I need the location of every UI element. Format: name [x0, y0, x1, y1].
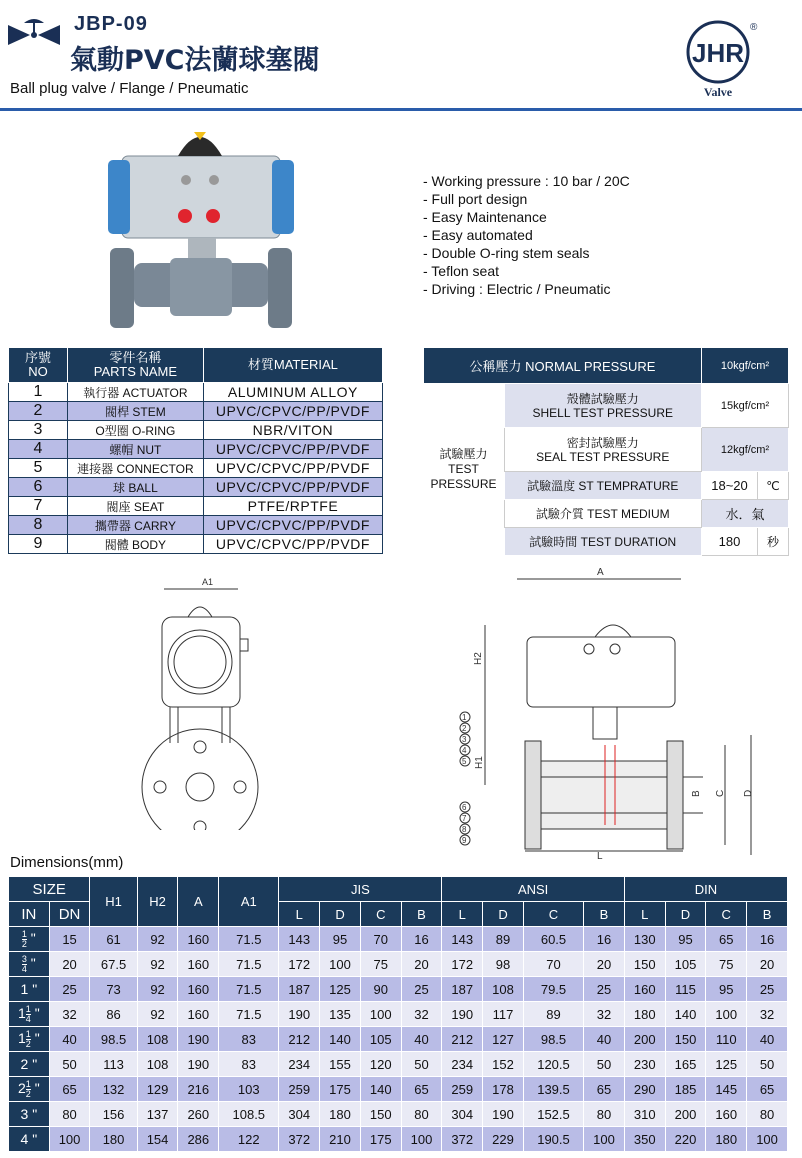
- table-row: 7 閥座 SEAT PTFE/RPTFE: [9, 497, 383, 516]
- dim-cell: 65: [706, 927, 747, 952]
- dim-cell: 259: [279, 1077, 320, 1102]
- dim-a1-label: A1: [202, 577, 214, 587]
- dim-cell: 129: [137, 1077, 178, 1102]
- dim-cell: 110: [706, 1027, 747, 1052]
- sub-b: B: [401, 902, 442, 927]
- dim-cell: 75: [360, 952, 401, 977]
- dim-cell: 16: [747, 927, 788, 952]
- test-temp-label: 試驗溫度 ST TEMPRATURE: [504, 472, 702, 500]
- dim-cell: 98.5: [90, 1027, 137, 1052]
- dim-cell: 127: [483, 1027, 524, 1052]
- size-inch: 4 ": [9, 1127, 50, 1152]
- shell-test-value: 15kgf/cm²: [702, 384, 789, 428]
- dim-cell: 16: [401, 927, 442, 952]
- logo-mark: ®: [750, 22, 758, 33]
- seal-test-label: 密封試驗壓力 SEAL TEST PRESSURE: [504, 428, 702, 472]
- size-dn: 65: [49, 1077, 90, 1102]
- pressure-table: [423, 347, 789, 556]
- header: [0, 0, 802, 115]
- inch-whole: 1: [20, 981, 29, 997]
- dim-cell: 372: [279, 1127, 320, 1152]
- dim-cell: 89: [523, 1002, 583, 1027]
- inch-whole: 2: [18, 1079, 26, 1096]
- size-dn: 20: [49, 952, 90, 977]
- dim-cell: 234: [442, 1052, 483, 1077]
- dim-cell: 160: [178, 927, 219, 952]
- size-inch: 1 $\frac{1}{2}$ ": [9, 1027, 50, 1052]
- dim-cell: 80: [747, 1102, 788, 1127]
- table-row: 5 連接器 CONNECTOR UPVC/CPVC/PP/PVDF: [9, 459, 383, 478]
- dim-cell: 150: [360, 1102, 401, 1127]
- balloon-6: 6: [462, 803, 467, 812]
- dim-cell: 40: [747, 1027, 788, 1052]
- table-row: [9, 1002, 788, 1027]
- table-row: [9, 1127, 788, 1152]
- dim-cell: 160: [624, 977, 665, 1002]
- table-row: [9, 1102, 788, 1127]
- inch-whole: 4: [20, 1131, 29, 1147]
- dim-cell: 259: [442, 1077, 483, 1102]
- dim-cell: 108: [137, 1027, 178, 1052]
- product-photo: [100, 118, 300, 338]
- test-medium-value: 水．氣: [702, 500, 789, 528]
- seal-test-value: 12kgf/cm²: [702, 428, 789, 472]
- header-rule: [0, 108, 802, 111]
- inch-num: 1: [21, 928, 27, 939]
- balloon-7: 7: [462, 814, 467, 823]
- dim-cell: 108.5: [219, 1102, 279, 1127]
- dim-cell: 150: [665, 1027, 706, 1052]
- table-row: 3 O型圈 O-RING NBR/VITON: [9, 421, 383, 440]
- dim-cell: 190: [442, 1002, 483, 1027]
- dim-cell: 32: [584, 1002, 625, 1027]
- size-inch: 3 ": [9, 1102, 50, 1127]
- table-row: 4 螺帽 NUT UPVC/CPVC/PP/PVDF: [9, 440, 383, 459]
- dim-cell: 92: [137, 927, 178, 952]
- dim-cell: 234: [279, 1052, 320, 1077]
- test-temp-value: 18~20: [702, 472, 758, 500]
- dim-cell: 100: [320, 952, 361, 977]
- dim-cell: 304: [442, 1102, 483, 1127]
- dim-cell: 130: [624, 927, 665, 952]
- dim-a-label: A: [597, 567, 604, 578]
- sub-l: L: [279, 902, 320, 927]
- dim-cell: 117: [483, 1002, 524, 1027]
- dim-cell: 71.5: [219, 952, 279, 977]
- dim-h1-label: H1: [474, 756, 485, 769]
- dim-cell: 160: [178, 1002, 219, 1027]
- table-row: [9, 1027, 788, 1052]
- balloon-9: 9: [462, 836, 467, 845]
- dim-cell: 65: [747, 1077, 788, 1102]
- feature-item: - Double O-ring stem seals: [423, 245, 590, 261]
- size-dn: 32: [49, 1002, 90, 1027]
- parts-header-no: 序號 NO: [9, 348, 68, 383]
- test-duration-value: 180: [702, 528, 758, 556]
- dim-cell: 290: [624, 1077, 665, 1102]
- dim-cell: 230: [624, 1052, 665, 1077]
- dim-cell: 143: [442, 927, 483, 952]
- dim-cell: 165: [665, 1052, 706, 1077]
- dim-cell: 187: [279, 977, 320, 1002]
- dim-cell: 71.5: [219, 977, 279, 1002]
- dimensions-label: Dimensions(mm): [10, 854, 124, 871]
- dim-cell: 140: [360, 1077, 401, 1102]
- dim-cell: 80: [584, 1102, 625, 1127]
- dim-cell: 98.5: [523, 1027, 583, 1052]
- sub-l: L: [624, 902, 665, 927]
- dim-cell: 79.5: [523, 977, 583, 1002]
- test-pressure-label: 試驗壓力 TEST PRESSURE: [424, 384, 505, 556]
- dim-cell: 50: [401, 1052, 442, 1077]
- table-row: [9, 1077, 788, 1102]
- dim-cell: 16: [584, 927, 625, 952]
- dim-cell: 61: [90, 927, 137, 952]
- dim-l-label: L: [597, 851, 603, 862]
- dim-cell: 83: [219, 1027, 279, 1052]
- dim-cell: 100: [360, 1002, 401, 1027]
- feature-item: - Easy Maintenance: [423, 209, 547, 225]
- dim-cell: 350: [624, 1127, 665, 1152]
- size-inch: $\frac{3}{4}$ ": [9, 952, 50, 977]
- dim-cell: 180: [624, 1002, 665, 1027]
- inch-whole: 1: [18, 1029, 26, 1046]
- feature-item: - Teflon seat: [423, 263, 500, 279]
- dim-b-label: B: [691, 790, 702, 797]
- dim-cell: 86: [90, 1002, 137, 1027]
- inch-whole: 3: [20, 1106, 29, 1122]
- parts-table: [8, 347, 383, 554]
- dim-cell: 260: [178, 1102, 219, 1127]
- balloon-4: 4: [462, 746, 467, 755]
- feature-item: - Driving : Electric / Pneumatic: [423, 281, 611, 297]
- dim-cell: 172: [442, 952, 483, 977]
- dim-cell: 20: [747, 952, 788, 977]
- dim-cell: 100: [401, 1127, 442, 1152]
- dim-cell: 160: [706, 1102, 747, 1127]
- size-inch: 1 $\frac{1}{4}$ ": [9, 1002, 50, 1027]
- dim-cell: 60.5: [523, 927, 583, 952]
- inch-whole: 2: [20, 1056, 29, 1072]
- dim-cell: 125: [706, 1052, 747, 1077]
- size-header: SIZE: [9, 877, 90, 902]
- dim-cell: 139.5: [523, 1077, 583, 1102]
- dim-cell: 140: [320, 1027, 361, 1052]
- dim-cell: 95: [665, 927, 706, 952]
- dim-cell: 212: [279, 1027, 320, 1052]
- section-view-drawing: [455, 565, 790, 865]
- dim-cell: 175: [360, 1127, 401, 1152]
- dim-cell: 40: [584, 1027, 625, 1052]
- dim-cell: 100: [747, 1127, 788, 1152]
- dim-cell: 304: [279, 1102, 320, 1127]
- sub-b: B: [584, 902, 625, 927]
- balloon-1: 1: [462, 713, 467, 722]
- balloon-8: 8: [462, 825, 467, 834]
- sub-d: D: [320, 902, 361, 927]
- size-inch: 2 $\frac{1}{2}$ ": [9, 1077, 50, 1102]
- dim-cell: 143: [279, 927, 320, 952]
- dim-cell: 190.5: [523, 1127, 583, 1152]
- dim-c-label: C: [715, 789, 726, 797]
- col-h1: H1: [90, 877, 137, 927]
- size-dn: 50: [49, 1052, 90, 1077]
- dim-cell: 286: [178, 1127, 219, 1152]
- table-row: 8 攜帶器 CARRY UPVC/CPVC/PP/PVDF: [9, 516, 383, 535]
- parts-header-name: 零件名稱 PARTS NAME: [68, 348, 204, 383]
- sub-c: C: [706, 902, 747, 927]
- inch-num: 3: [21, 953, 27, 964]
- dim-cell: 105: [665, 952, 706, 977]
- balloon-5: 5: [462, 757, 467, 766]
- dim-cell: 372: [442, 1127, 483, 1152]
- table-row: 1 執行器 ACTUATOR ALUMINUM ALLOY: [9, 383, 383, 402]
- table-row: [9, 927, 788, 952]
- group-ansi: ANSI: [442, 877, 624, 902]
- dim-cell: 103: [219, 1077, 279, 1102]
- col-a1: A1: [219, 877, 279, 927]
- dim-cell: 65: [584, 1077, 625, 1102]
- table-row: [9, 952, 788, 977]
- dim-cell: 98: [483, 952, 524, 977]
- inch-den: 4: [21, 963, 27, 974]
- dim-cell: 100: [706, 1002, 747, 1027]
- inch-den: 2: [25, 1038, 31, 1049]
- dim-cell: 310: [624, 1102, 665, 1127]
- dim-cell: 122: [219, 1127, 279, 1152]
- inch-den: 2: [25, 1088, 31, 1099]
- dim-cell: 89: [483, 927, 524, 952]
- test-medium-label: 試驗介質 TEST MEDIUM: [504, 500, 702, 528]
- inch-num: 1: [25, 1078, 31, 1089]
- dim-cell: 152: [483, 1052, 524, 1077]
- dn-header: DN: [49, 902, 90, 927]
- sub-c: C: [360, 902, 401, 927]
- sub-l: L: [442, 902, 483, 927]
- dim-cell: 75: [706, 952, 747, 977]
- logo-sub: Valve: [703, 85, 733, 99]
- part-balloons: [460, 712, 470, 845]
- normal-pressure-value: 10kgf/cm²: [702, 348, 789, 384]
- col-a: A: [178, 877, 219, 927]
- dim-cell: 160: [178, 977, 219, 1002]
- size-dn: 40: [49, 1027, 90, 1052]
- balloon-3: 3: [462, 735, 467, 744]
- dim-cell: 120.5: [523, 1052, 583, 1077]
- dim-cell: 200: [665, 1102, 706, 1127]
- logo-text: JHR: [691, 38, 745, 68]
- shell-test-label: 殼體試驗壓力 SHELL TEST PRESSURE: [504, 384, 702, 428]
- inch-whole: 1: [18, 1004, 26, 1021]
- normal-pressure-label: 公稱壓力 NORMAL PRESSURE: [424, 348, 702, 384]
- jhr-logo: [680, 18, 780, 104]
- dimensions-body: [9, 927, 788, 1152]
- table-row: 6 球 BALL UPVC/CPVC/PP/PVDF: [9, 478, 383, 497]
- dim-cell: 100: [584, 1127, 625, 1152]
- in-header: IN: [9, 902, 50, 927]
- dim-cell: 190: [279, 1002, 320, 1027]
- dim-cell: 229: [483, 1127, 524, 1152]
- side-view-drawing: [130, 575, 260, 830]
- size-inch: 2 ": [9, 1052, 50, 1077]
- feature-item: - Easy automated: [423, 227, 533, 243]
- table-row: 2 閥桿 STEM UPVC/CPVC/PP/PVDF: [9, 402, 383, 421]
- dim-cell: 190: [178, 1027, 219, 1052]
- dim-cell: 70: [360, 927, 401, 952]
- inch-num: 1: [25, 1028, 31, 1039]
- feature-item: - Full port design: [423, 191, 528, 207]
- dim-cell: 187: [442, 977, 483, 1002]
- test-temp-unit: ℃: [758, 472, 789, 500]
- dim-cell: 155: [320, 1052, 361, 1077]
- dim-cell: 185: [665, 1077, 706, 1102]
- dim-cell: 160: [178, 952, 219, 977]
- dim-cell: 178: [483, 1077, 524, 1102]
- col-h2: H2: [137, 877, 178, 927]
- dim-cell: 152.5: [523, 1102, 583, 1127]
- dim-cell: 92: [137, 977, 178, 1002]
- dim-cell: 70: [523, 952, 583, 977]
- sub-b: B: [747, 902, 788, 927]
- dim-cell: 32: [747, 1002, 788, 1027]
- dimensions-table: [8, 876, 788, 1152]
- group-din: DIN: [624, 877, 787, 902]
- dim-cell: 95: [320, 927, 361, 952]
- dim-cell: 175: [320, 1077, 361, 1102]
- dim-cell: 20: [401, 952, 442, 977]
- feature-list: [423, 172, 630, 298]
- dim-cell: 216: [178, 1077, 219, 1102]
- sub-d: D: [483, 902, 524, 927]
- page-subtitle: Ball plug valve / Flange / Pneumatic: [10, 80, 249, 97]
- dim-cell: 25: [747, 977, 788, 1002]
- dim-cell: 67.5: [90, 952, 137, 977]
- inch-den: 2: [21, 938, 27, 949]
- dim-cell: 95: [706, 977, 747, 1002]
- dim-cell: 92: [137, 952, 178, 977]
- parts-header-material: 材質MATERIAL: [203, 348, 382, 383]
- table-row: 9 閥體 BODY UPVC/CPVC/PP/PVDF: [9, 535, 383, 554]
- inch-num: 1: [25, 1003, 31, 1014]
- dim-cell: 50: [747, 1052, 788, 1077]
- dim-cell: 50: [584, 1052, 625, 1077]
- dim-cell: 180: [320, 1102, 361, 1127]
- model-code: JBP-09: [74, 13, 148, 35]
- dim-cell: 115: [665, 977, 706, 1002]
- balloon-2: 2: [462, 724, 467, 733]
- sub-d: D: [665, 902, 706, 927]
- dim-cell: 135: [320, 1002, 361, 1027]
- dim-cell: 150: [624, 952, 665, 977]
- dim-cell: 113: [90, 1052, 137, 1077]
- dim-cell: 108: [137, 1052, 178, 1077]
- dim-cell: 108: [483, 977, 524, 1002]
- dim-cell: 220: [665, 1127, 706, 1152]
- dim-cell: 156: [90, 1102, 137, 1127]
- page-title: 氣動PVC法蘭球塞閥: [70, 45, 320, 76]
- dim-cell: 25: [584, 977, 625, 1002]
- dim-cell: 180: [90, 1127, 137, 1152]
- dim-cell: 120: [360, 1052, 401, 1077]
- dim-cell: 71.5: [219, 1002, 279, 1027]
- dim-cell: 92: [137, 1002, 178, 1027]
- dim-cell: 212: [442, 1027, 483, 1052]
- dim-cell: 25: [401, 977, 442, 1002]
- dim-d-label: D: [743, 789, 754, 797]
- dim-cell: 80: [401, 1102, 442, 1127]
- test-duration-label: 試驗時間 TEST DURATION: [504, 528, 702, 556]
- dim-cell: 83: [219, 1052, 279, 1077]
- dim-cell: 140: [665, 1002, 706, 1027]
- feature-item: - Working pressure : 10 bar / 20C: [423, 173, 630, 189]
- size-dn: 80: [49, 1102, 90, 1127]
- table-row: [9, 977, 788, 1002]
- test-duration-unit: 秒: [758, 528, 789, 556]
- valve-icon: [8, 17, 60, 47]
- dim-cell: 73: [90, 977, 137, 1002]
- size-dn: 15: [49, 927, 90, 952]
- dim-cell: 180: [706, 1127, 747, 1152]
- dim-cell: 125: [320, 977, 361, 1002]
- dim-cell: 132: [90, 1077, 137, 1102]
- inch-den: 4: [25, 1013, 31, 1024]
- dim-cell: 20: [584, 952, 625, 977]
- size-inch: 1 ": [9, 977, 50, 1002]
- sub-c: C: [523, 902, 583, 927]
- dim-cell: 210: [320, 1127, 361, 1152]
- size-dn: 25: [49, 977, 90, 1002]
- dim-cell: 154: [137, 1127, 178, 1152]
- dim-h2-label: H2: [473, 652, 484, 665]
- dim-cell: 90: [360, 977, 401, 1002]
- dim-cell: 190: [178, 1052, 219, 1077]
- dim-cell: 200: [624, 1027, 665, 1052]
- dim-cell: 40: [401, 1027, 442, 1052]
- dim-cell: 172: [279, 952, 320, 977]
- dim-cell: 71.5: [219, 927, 279, 952]
- size-inch: $\frac{1}{2}$ ": [9, 927, 50, 952]
- dim-cell: 190: [483, 1102, 524, 1127]
- dim-cell: 137: [137, 1102, 178, 1127]
- dim-cell: 105: [360, 1027, 401, 1052]
- dim-cell: 32: [401, 1002, 442, 1027]
- table-row: [9, 1052, 788, 1077]
- group-jis: JIS: [279, 877, 442, 902]
- dim-cell: 145: [706, 1077, 747, 1102]
- dim-cell: 65: [401, 1077, 442, 1102]
- size-dn: 100: [49, 1127, 90, 1152]
